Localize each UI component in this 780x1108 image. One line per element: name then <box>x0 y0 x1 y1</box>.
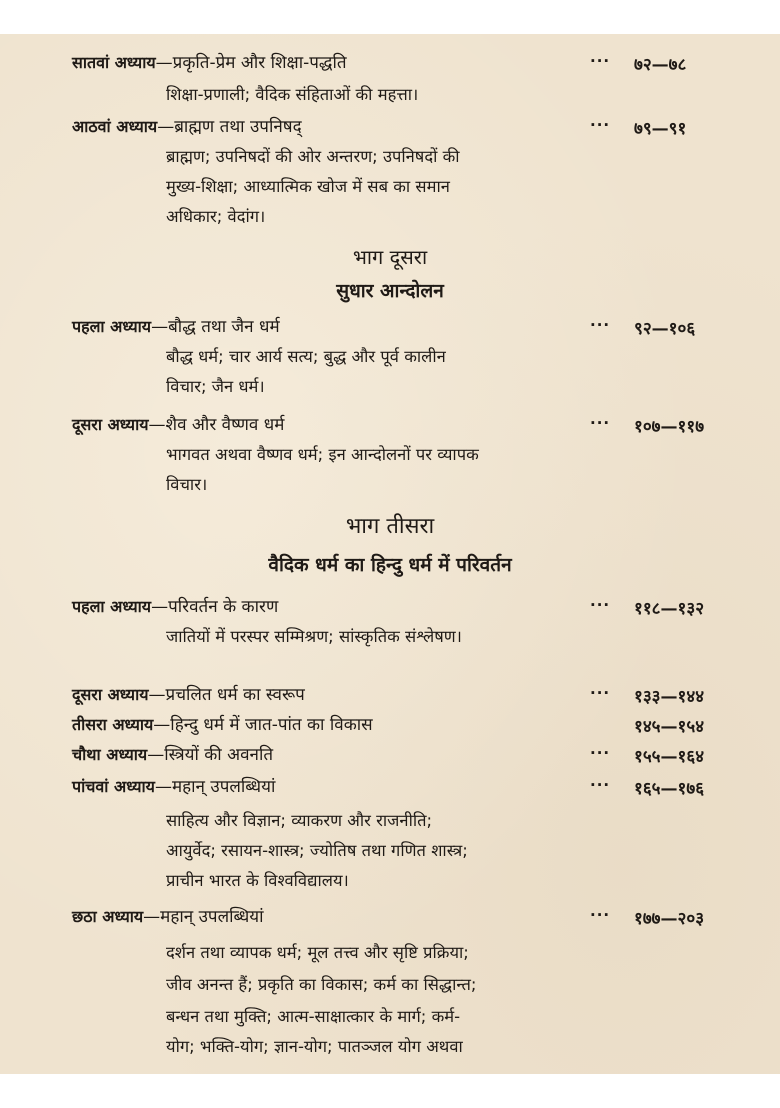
dash: — <box>151 317 169 337</box>
chapter-description: शिक्षा-प्रणाली; वैदिक संहिताओं की महत्ता। <box>166 85 419 104</box>
chapter-label: छठा अध्याय <box>72 907 144 926</box>
chapter-label: दूसरा अध्याय <box>72 685 149 704</box>
page-range: १६५—१७६ <box>634 779 705 799</box>
leader-dots: ··· <box>590 596 611 614</box>
chapter-title: ब्राह्मण तथा उपनिषद् <box>174 117 302 137</box>
chapter-description: ब्राह्मण; उपनिषदों की ओर अन्तरण; उपनिषदों की <box>166 147 460 166</box>
toc-entry-part3-chapter-6 <box>72 906 264 928</box>
chapter-description: विचार; जैन धर्म। <box>166 377 265 396</box>
chapter-description: बन्धन तथा मुक्ति; आत्म-साक्षात्कार के मार्ग; कर्म- <box>166 1007 461 1026</box>
chapter-title: बौद्ध तथा जैन धर्म <box>168 317 280 337</box>
toc-entry-part2-chapter-1 <box>72 316 280 338</box>
chapter-title: महान् उपलब्धियां <box>171 777 276 797</box>
chapter-description: अधिकार; वेदांग। <box>166 207 266 226</box>
chapter-description: मुख्य-शिक्षा; आध्यात्मिक खोज में सब का समान <box>166 177 450 196</box>
dash: — <box>143 907 161 927</box>
chapter-label: पहला अध्याय <box>72 317 152 336</box>
chapter-description: जातियों में परस्पर सम्मिश्रण; सांस्कृतिक संश्लेषण। <box>166 627 462 646</box>
chapter-label: दूसरा अध्याय <box>72 415 149 434</box>
leader-dots: ··· <box>590 684 611 702</box>
chapter-title: प्रचलित धर्म का स्वरूप <box>165 685 305 705</box>
dash: — <box>147 745 165 765</box>
chapter-description: योग; भक्ति-योग; ज्ञान-योग; पातञ्जल योग अथवा <box>166 1037 463 1056</box>
chapter-description: दर्शन तथा व्यापक धर्म; मूल तत्त्व और सृष्टि प्रक्रिया; <box>166 943 469 962</box>
chapter-label: सातवां अध्याय <box>72 53 156 72</box>
chapter-description: विचार। <box>166 475 208 494</box>
toc-entry-part3-chapter-3 <box>72 714 373 736</box>
part-heading: भाग तीसरा <box>345 514 435 539</box>
toc-entry-part3-chapter-4 <box>72 744 273 766</box>
page-range: १५५—१६४ <box>634 747 705 767</box>
dash: — <box>157 117 175 137</box>
chapter-title: परिवर्तन के कारण <box>168 597 279 617</box>
toc-entry-part2-chapter-2 <box>72 414 284 436</box>
part-heading: भाग दूसरा <box>352 245 428 269</box>
part-subheading: सुधार आन्दोलन <box>336 280 444 302</box>
page-range: ९२—१०६ <box>634 319 696 339</box>
page-range: १०७—११७ <box>634 417 705 437</box>
chapter-label: पहला अध्याय <box>72 597 152 616</box>
page-range: ७२—७८ <box>634 55 687 75</box>
page-range: ११८—१३२ <box>634 599 705 619</box>
chapter-title: महान् उपलब्धियां <box>160 907 264 927</box>
chapter-description: भागवत अथवा वैष्णव धर्म; इन आन्दोलनों पर व्यापक <box>166 445 479 464</box>
chapter-description: साहित्य और विज्ञान; व्याकरण और राजनीति; <box>166 811 433 830</box>
toc-entry-part3-chapter-1 <box>72 596 278 618</box>
chapter-title: प्रकृति-प्रेम और शिक्षा-पद्धति <box>172 53 347 73</box>
chapter-description: बौद्ध धर्म; चार आर्य सत्य; बुद्ध और पूर्व कालीन <box>166 347 446 366</box>
chapter-label: चौथा अध्याय <box>72 745 148 764</box>
toc-entry-part3-chapter-2 <box>72 684 305 706</box>
toc-entry-chapter-7 <box>72 52 347 74</box>
page-range: ७९—९१ <box>634 119 687 139</box>
dash: — <box>151 597 169 617</box>
toc-entry-part3-chapter-5 <box>72 776 275 798</box>
dash: — <box>148 685 166 705</box>
page-range: १४५—१५४ <box>634 717 705 737</box>
chapter-label: पांचवां अध्याय <box>72 777 155 796</box>
leader-dots: ··· <box>590 906 611 924</box>
leader-dots: ··· <box>590 776 611 794</box>
chapter-description: प्राचीन भारत के विश्वविद्यालय। <box>166 871 349 890</box>
leader-dots: ··· <box>590 414 611 432</box>
part-subheading: वैदिक धर्म का हिन्दु धर्म में परिवर्तन <box>268 554 512 576</box>
chapter-title: स्त्रियों की अवनति <box>164 745 274 765</box>
chapter-label: तीसरा अध्याय <box>72 715 154 734</box>
chapter-label: आठवां अध्याय <box>72 117 158 136</box>
dash: — <box>148 415 166 435</box>
dash: — <box>155 53 173 73</box>
chapter-description: जीव अनन्त हैं; प्रकृति का विकास; कर्म का सिद्धान्त; <box>166 975 477 994</box>
leader-dots: ··· <box>590 744 611 762</box>
leader-dots: ··· <box>590 116 611 134</box>
page-range: १७७—२०३ <box>634 909 705 929</box>
chapter-title: हिन्दु धर्म में जात-पांत का विकास <box>170 715 373 735</box>
dash: — <box>153 715 171 735</box>
book-page <box>0 34 780 1074</box>
toc-entry-chapter-8 <box>72 116 302 138</box>
leader-dots: ··· <box>590 52 611 70</box>
dash: — <box>154 777 172 797</box>
chapter-title: शैव और वैष्णव धर्म <box>165 415 285 435</box>
page-range: १३३—१४४ <box>634 687 705 707</box>
chapter-description: आयुर्वेद; रसायन-शास्त्र; ज्योतिष तथा गणित शास्त्र; <box>166 841 468 860</box>
leader-dots: ··· <box>590 316 611 334</box>
